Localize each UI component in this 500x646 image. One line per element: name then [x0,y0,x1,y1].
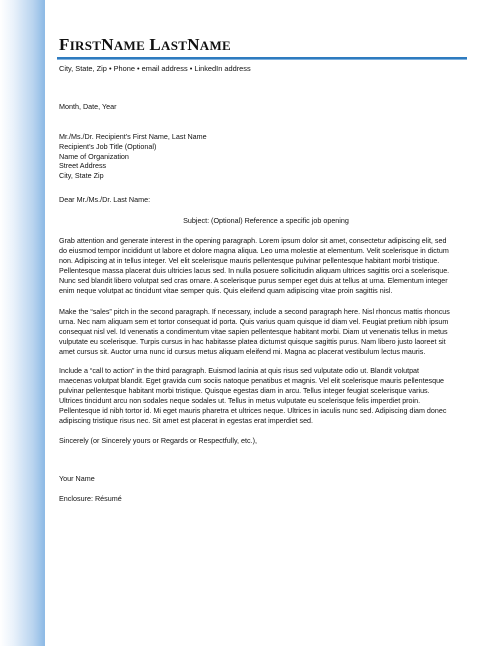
paragraph-line: pulvinar pellentesque habitant morbi tristique. Quisque egestas diam in arcu. Tellus integer feugiat scelerisque varius. [59,387,430,396]
signature-name: Your Name [59,474,95,483]
header-divider [57,57,467,59]
decorative-sidebar [0,0,45,646]
paragraph-line: enim neque volutpat ac tincidunt vitae semper quis. Quis eleifend quam adipiscing vitae proin sagittis nisl. [59,287,393,296]
name-last-n: N [187,35,200,54]
body-paragraph-3 [59,366,473,427]
name-first-n: N [101,35,114,54]
paragraph-line: Nunc sed blandit libero volutpat sed cras ornare. A scelerisque purus semper eget duis at tellus at urna. Elementum integer [59,277,448,286]
salutation: Dear Mr./Ms./Dr. Last Name: [59,195,151,204]
subject-line: Subject: (Optional) Reference a specific job opening [183,216,349,225]
recipient-line: City, State Zip [59,171,104,181]
paragraph-line: Ultrices tincidunt arcu non sodales neque sodales ut. Tellus in metus vulputate eu scelerisque felis imperdiet proin. [59,397,421,406]
paragraph-line: consequat nisl vel. Id venenatis a condimentum vitae sapien pellentesque habitant morbi. Diam ut venenatis tellus in metus [59,328,448,337]
paragraph-line: Grab attention and generate interest in the opening paragraph. Lorem ipsum dolor sit amet, consectetur adipiscing elit, sed [59,237,447,245]
paragraph-line: urna. Nec nam aliquam sem et tortor consequat id porta. Quis varius quam quisque id diam vel. Feugiat pretium nibh ipsum [59,318,449,327]
name-last-initial: L [149,35,162,54]
paragraph-line: amet cursus sit. Auctor urna nunc id cursus metus aliquam eleifend mi. Magna ac placerat vestibulum lectus mauris. [59,348,426,357]
name-first-initial: F [59,35,70,54]
name-first-ame: AME [113,38,146,53]
recipient-address [59,132,207,181]
body-paragraph-2 [59,307,473,357]
paragraph-line: Pellentesque massa placerat duis ultricies lacus sed. In nulla posuere sollicitudin aliquam ultrices sagittis orci a scelerisque. [59,267,450,276]
paragraph-line: adipiscing tristique risus nec. Sit amet est placerat in egestas erat imperdiet sed. [59,417,314,426]
paragraph-line: maecenas volutpat blandit. Eget gravida cum sociis natoque penatibus et magnis. Vel elit scelerisque mauris pellentesque [59,377,445,386]
body-paragraph-1 [59,236,473,297]
contact-line: City, State, Zip • Phone • email address • LinkedIn address [59,64,251,73]
paragraph-line: Include a “call to action” in the third paragraph. Euismod lacinia at quis risus sed vulputate odio ut. Blandit volutpat [59,367,420,375]
paragraph-line: do eiusmod tempor incididunt ut labore et dolore magna aliqua. Leo urna molestie at elementum. Velit scelerisque in dictum [59,247,449,256]
cover-letter [59,35,473,503]
recipient-line: Recipient’s Job Title (Optional) [59,141,157,151]
paragraph-line: Make the “sales” pitch in the second paragraph. If necessary, include a second paragraph here. Nisl rhoncus mattis rhoncus [59,308,450,316]
recipient-line: Street Address [59,161,107,171]
closing: Sincerely (or Sincerely yours or Regards or Respectfully, etc.), [59,436,257,445]
name-last-rest: AST [161,38,188,53]
name-first-rest: IRST [69,38,102,53]
letter-date: Month, Date, Year [59,102,117,111]
name-last-ame: AME [199,38,232,53]
applicant-name [59,36,473,55]
paragraph-line: non. Adipiscing at in tellus integer. Vel elit scelerisque mauris pellentesque pulvinar pellentesque habitant morbi tristique. [59,257,440,266]
recipient-line: Mr./Ms./Dr. Recipient’s First Name, Last Name [59,132,207,141]
enclosure-line: Enclosure: Résumé [59,494,122,503]
paragraph-line: Pellentesque id nibh tortor id. Mi eget mauris pharetra et ultrices neque. Ultrices in iaculis nunc sed. Adipiscing diam donec [59,407,447,416]
recipient-line: Name of Organization [59,151,129,161]
paragraph-line: vulputate eu scelerisque. Turpis cursus in hac habitasse platea dictumst quisque sagittis purus. Nam libero justo laoreet sit [59,338,446,347]
